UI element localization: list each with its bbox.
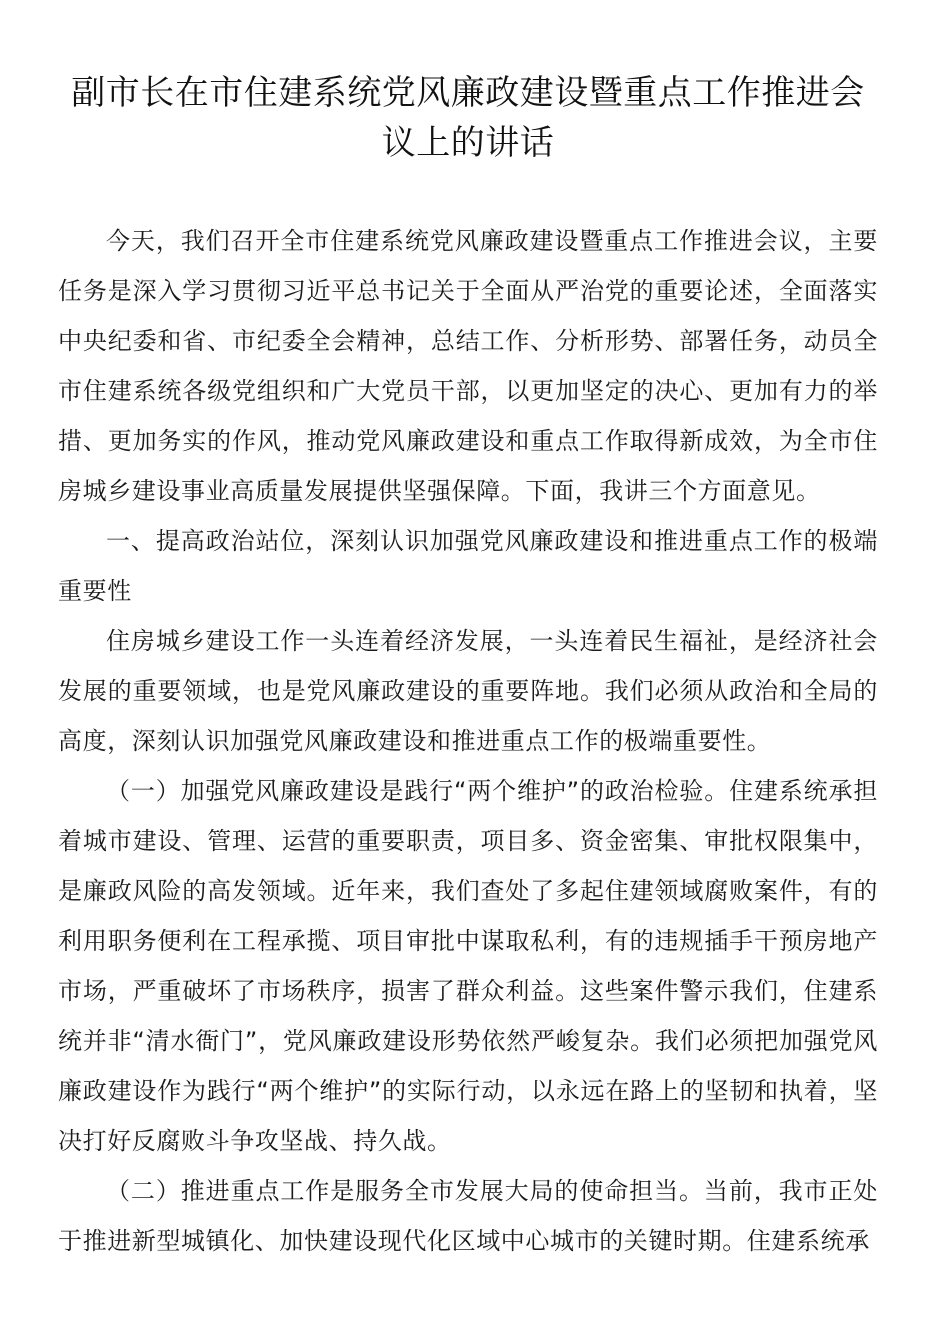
subsection-2-paragraph: （二）推进重点工作是服务全市发展大局的使命担当。当前，我市正处于推进新型城镇化、加快建设现代化区域中心城市的关键时期。住建系统承 bbox=[58, 1177, 878, 1255]
intro-paragraph: 今天，我们召开全市住建系统党风廉政建设暨重点工作推进会议，主要任务是深入学习贯彻习近平总书记关于全面从严治党的重要论述，全面落实中央纪委和省、市纪委全会精神，总结工作、分析形势、部署任务，动员全市住建系统各级党组织和广大党员干部，以更加坚定的决心、更加有力的举措、更加务实的作风，推动党风廉政建设和重点工作取得新成效，为全市住房城乡建设事业高质量发展提供坚强保障。下面，我讲三个方面意见。 bbox=[58, 227, 878, 505]
section-1-paragraph: 住房城乡建设工作一头连着经济发展，一头连着民生福祉，是经济社会发展的重要领域，也是党风廉政建设的重要阵地。我们必须从政治和全局的高度，深刻认识加强党风廉政建设和推进重点工作的极端重要性。 bbox=[58, 627, 878, 755]
document-page bbox=[58, 68, 878, 1266]
subsection-1-paragraph: （一）加强党风廉政建设是践行“两个维护”的政治检验。住建系统承担着城市建设、管理、运营的重要职责，项目多、资金密集、审批权限集中，是廉政风险的高发领域。近年来，我们查处了多起住建领域腐败案件，有的利用职务便利在工程承揽、项目审批中谋取私利，有的违规插手干预房地产市场，严重破坏了市场秩序，损害了群众利益。这些案件警示我们，住建系统并非“清水衙门”，党风廉政建设形势依然严峻复杂。我们必须把加强党风廉政建设作为践行“两个维护”的实际行动，以永远在路上的坚韧和执着，坚决打好反腐败斗争攻坚战、持久战。 bbox=[58, 777, 878, 1155]
document-title: 副市长在市住建系统党风廉政建设暨重点工作推进会议上的讲话 bbox=[71, 73, 865, 163]
section-heading-1: 一、提高政治站位，深刻认识加强党风廉政建设和推进重点工作的极端重要性 bbox=[58, 527, 878, 605]
